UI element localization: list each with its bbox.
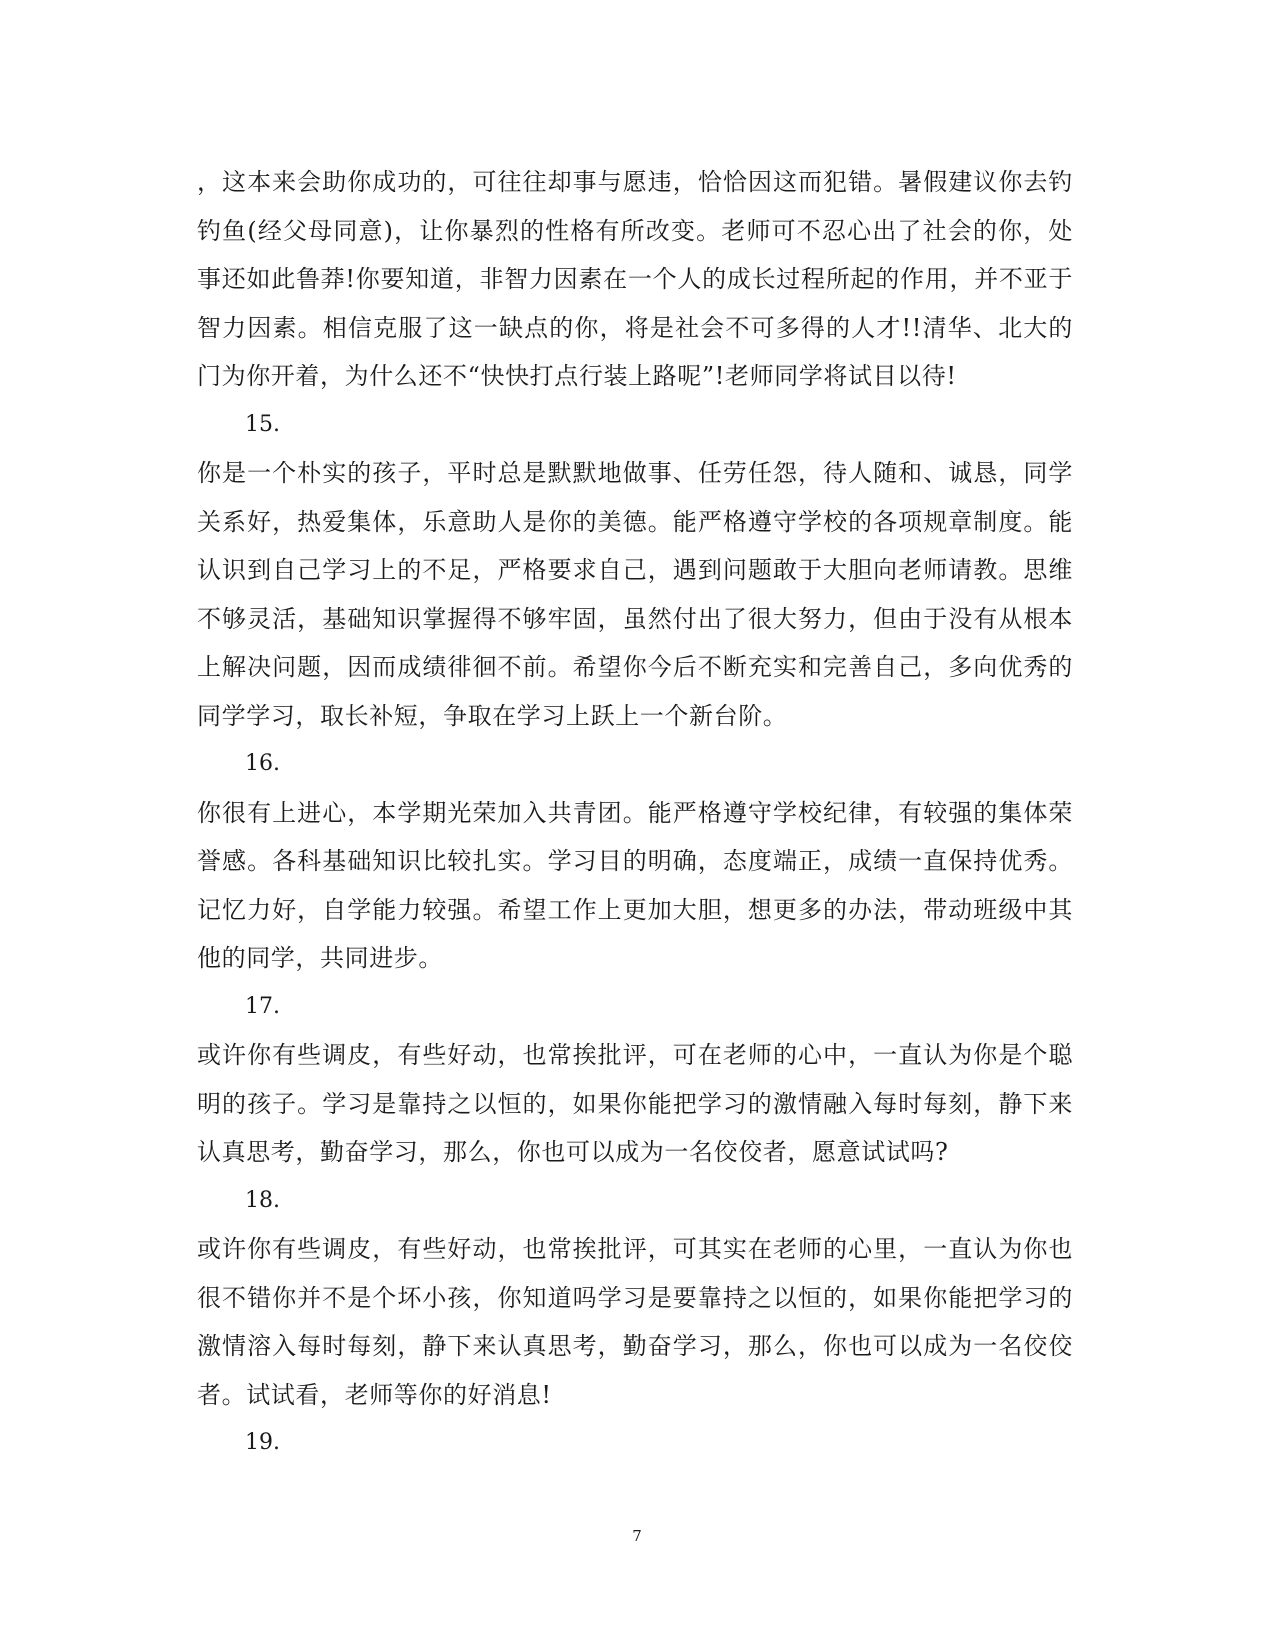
item-number: 16. <box>245 751 280 776</box>
item-number: 18. <box>245 1187 280 1213</box>
comment-paragraph: 你很有上进心，本学期光荣加入共青团。能严格遵守学校纪律，有较强的集体荣誉感。各科基础知识比较扎实。学习目的明确，态度端正，成绩一直保持优秀。记忆力好，自学能力较强。希望工作上更加大胆，想更多的办法，带动班级中其他的同学，共同进步。 <box>197 798 1073 972</box>
document-body <box>197 158 1073 1468</box>
item-number: 19. <box>245 1430 280 1455</box>
comment-paragraph: ，这本来会助你成功的，可往往却事与愿违，恰恰因这而犯错。暑假建议你去钓钓鱼(经父母同意)，让你暴烈的性格有所改变。老师可不忍心出了社会的你，处事还如此鲁莽!你要知道，非智力因素在一个人的成长过程所起的作用，并不亚于智力因素。相信克服了这一缺点的你，将是社会不可多得的人才!!清华、北大的门为你开着，为什么还不“快快打点行装上路呢”!老师同学将试目以待! <box>197 168 1073 390</box>
comment-paragraph: 你是一个朴实的孩子，平时总是默默地做事、任劳任怨，待人随和、诚恳，同学关系好，热爱集体，乐意助人是你的美德。能严格遵守学校的各项规章制度。能认识到自己学习上的不足，严格要求自己，遇到问题敢于大胆向老师请教。思维不够灵活，基础知识掌握得不够牢固，虽然付出了很大努力，但由于没有从根本上解决问题，因而成绩徘徊不前。希望你今后不断充实和完善自己，多向优秀的同学学习，取长补短，争取在学习上跃上一个新台阶。 <box>197 459 1073 730</box>
comment-paragraph: 或许你有些调皮，有些好动，也常挨批评，可其实在老师的心里，一直认为你也很不错你并不是个坏小孩，你知道吗学习是要靠持之以恒的，如果你能把学习的激情溶入每时每刻，静下来认真思考，勤奋学习，那么，你也可以成为一名佼佼者。试试看，老师等你的好消息! <box>197 1235 1073 1409</box>
page-number: 7 <box>632 1527 642 1545</box>
item-number: 17. <box>245 993 280 1019</box>
comment-paragraph: 或许你有些调皮，有些好动，也常挨批评，可在老师的心中，一直认为你是个聪明的孩子。学习是靠持之以恒的，如果你能把学习的激情融入每时每刻，静下来认真思考，勤奋学习，那么，你也可以成为一名佼佼者，愿意试试吗? <box>197 1041 1073 1166</box>
item-number: 15. <box>245 411 280 437</box>
